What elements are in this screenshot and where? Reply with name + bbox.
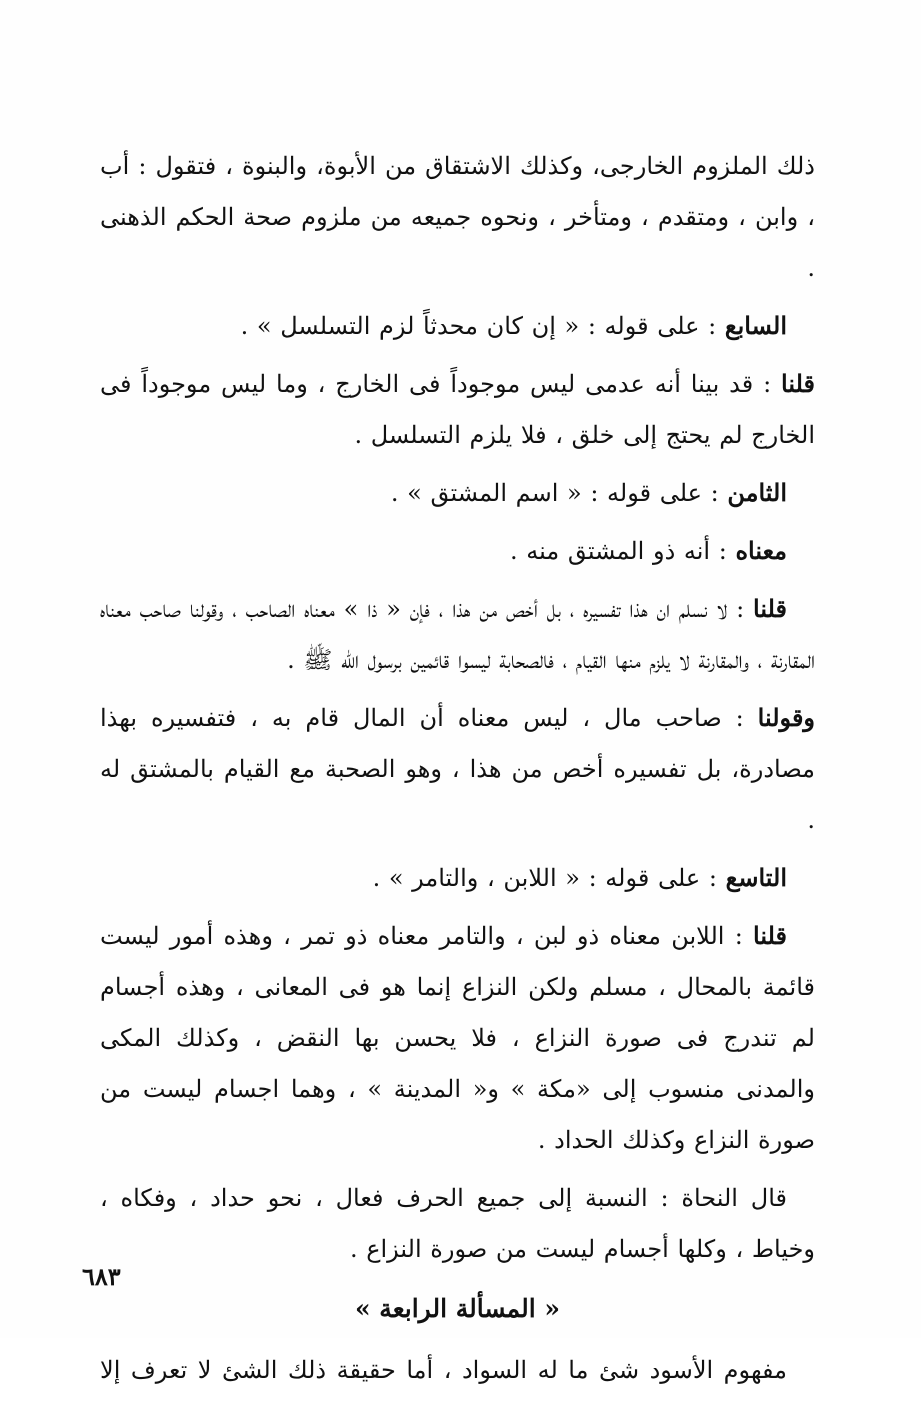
paragraph-lead: قلنا [753, 594, 787, 623]
paragraph-4 [100, 467, 815, 519]
paragraph-text: : على قوله : « إن كان محدثاً لزم التسلسل » . [240, 312, 725, 340]
page-number: ٦٨٣ [82, 1262, 121, 1291]
section-heading: « المسألة الرابعة » [354, 1294, 561, 1323]
paragraph-lead: معناه [735, 536, 787, 565]
paragraph-6 [100, 583, 815, 686]
paragraph-text: ذلك الملزوم الخارجى، وكذلك الاشتقاق من الأبوة، والبنوة ، فتقول : أب ، وابن ، ومتقدم ، ومتأخر ، ونحوه جميعه من ملزوم صحة الحكم الذهنى . [100, 152, 815, 282]
paragraph-5 [100, 525, 815, 577]
paragraph-3 [100, 358, 815, 461]
paragraph-lead: قلنا [753, 921, 787, 950]
paragraph-text: : اللابن معناه ذو لبن ، والتامر معناه ذو تمر ، وهذه أمور ليست قائمة بالمحال ، مسلم ولكن النزاع إنما هو فى المعانى ، وهذه أجسام لم تندرج فى صورة النزاع ، فلا يحسن بها النقض ، وكذلك المكى والمدنى منسوب إلى «مكة » و« المدينة » ، وهما اجسام ليست من صورة النزاع وكذلك الحداد . [100, 922, 815, 1154]
paragraph-lead: قلنا [781, 369, 815, 398]
paragraph-lead: الثامن [727, 478, 787, 507]
paragraph-2 [100, 300, 815, 352]
paragraph-text: : على قوله : « اللابن ، والتامر » . [372, 864, 726, 892]
paragraph-text: : أنه ذو المشتق منه . [509, 537, 736, 565]
paragraph-7 [100, 692, 815, 846]
paragraph-text: : لا نسلم ان هذا تفسيره ، بل أخص من هذا ، فإن « ذا » معناه الصاحب ، وقولنا صاحب معناه المقارنة ، والمقارنة لا يلزم منها القيام ، فالصحابة ليسوا قائمين برسول الله ﷺ . [100, 595, 815, 674]
paragraph-text: قال النحاة : النسبة إلى جميع الحرف فعال ، نحو حداد ، وفكاه ، وخياط ، وكلها أجسام ليست من صورة النزاع . [100, 1184, 815, 1263]
paragraph-8 [100, 852, 815, 904]
paragraph-text: : صاحب مال ، ليس معناه أن المال قام به ، فتفسيره بهذا مصادرة، بل تفسيره أخص من هذا ، وهو الصحبة مع القيام بالمشتق له . [100, 704, 815, 834]
paragraph-lead: التاسع [725, 863, 787, 892]
page-body [100, 140, 815, 1402]
paragraph-text: : على قوله : « اسم المشتق » . [390, 479, 728, 507]
paragraph-1 [100, 140, 815, 294]
paragraph-9 [100, 910, 815, 1166]
final-paragraph: مفهوم الأسود شئ ما له السواد ، أما حقيقة ذلك الشئ لا تعرف إلا [100, 1356, 787, 1384]
paragraph-lead: وقولنا [757, 703, 815, 732]
paragraph-10 [100, 1172, 815, 1275]
paragraph-lead: السابع [724, 311, 787, 340]
paragraph-text: : قد بينا أنه عدمى ليس موجوداً فى الخارج ، وما ليس موجوداً فى الخارج لم يحتج إلى خلق ، فلا يلزم التسلسل . [100, 370, 815, 449]
